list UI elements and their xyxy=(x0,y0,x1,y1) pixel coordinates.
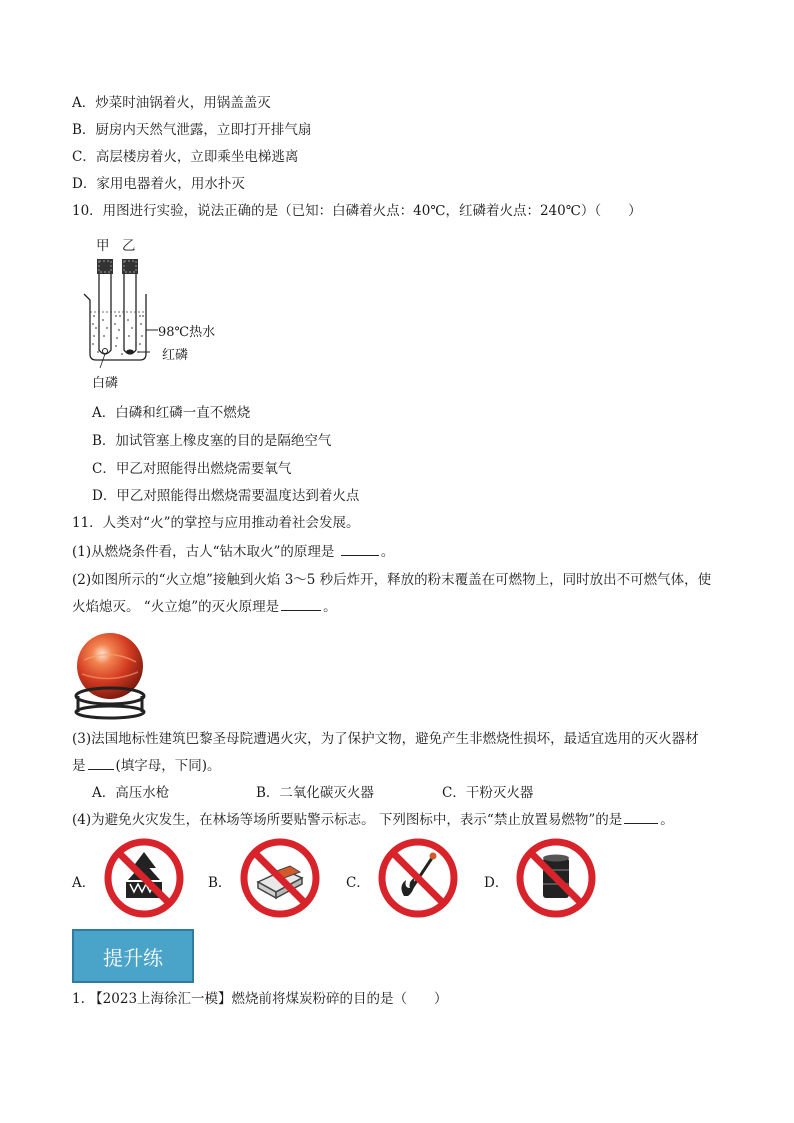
section-badge: 提升练 xyxy=(72,929,194,983)
beaker-apparatus-diagram xyxy=(78,232,228,392)
sign-letter-d: D． xyxy=(484,875,509,891)
q11-part1-text: (1)从燃烧条件看，古人“钻木取火”的原理是 xyxy=(72,544,335,560)
next-question-stem: 1. 【2023上海徐汇一模】燃烧前将煤炭粉碎的目的是（ ） xyxy=(72,991,448,1007)
label-yi: 乙 xyxy=(122,238,136,254)
no-flammable-barrel-sign xyxy=(516,838,596,922)
q9-option-d: D．家用电器着火，用水扑灭 xyxy=(72,176,245,192)
q11-part3-line1: (3)法国地标性建筑巴黎圣母院遭遇火灾，为了保护文物，避免产生非燃烧性损坏，最适宜选用的灭火器材 xyxy=(72,731,699,747)
q10-option-a: A．白磷和红磷一直不燃烧 xyxy=(92,405,251,421)
label-red-phosphorus: 红磷 xyxy=(162,348,189,363)
q11-part3-text-b: (填字母，下同)。 xyxy=(115,758,221,774)
sign-letter-a: A． xyxy=(72,875,96,891)
answer-blank-3 xyxy=(88,757,114,770)
q10-option-d: D．甲乙对照能得出燃烧需要温度达到着火点 xyxy=(92,488,360,504)
q11-part3-option-b: B．二氧化碳灭火器 xyxy=(256,785,374,801)
beaker-svg xyxy=(78,232,228,392)
q10-option-b: B．加试管塞上橡皮塞的目的是隔绝空气 xyxy=(92,433,332,449)
fire-extinguisher-ball-image xyxy=(70,630,150,720)
no-burning-stacks-sign xyxy=(104,838,184,922)
q11-part2-line1: (2)如图所示的“火立熄”接触到火焰 3～5 秒后炸开，释放的粉末覆盖在可燃物上，同时放出不可燃气体，使 xyxy=(72,572,712,588)
no-open-flame-sign xyxy=(378,838,458,922)
q10-option-c: C．甲乙对照能得出燃烧需要氧气 xyxy=(92,461,292,477)
answer-blank-1 xyxy=(341,543,379,556)
q11-part3-text-a: 是 xyxy=(72,758,86,774)
q9-option-c: C．高层楼房着火，立即乘坐电梯逃离 xyxy=(72,149,299,165)
q11-part2-line2 xyxy=(72,598,337,616)
answer-blank-2 xyxy=(281,598,321,611)
no-matches-sign xyxy=(240,838,320,922)
q11-part2-text: 火焰熄灭。 “火立熄”的灭火原理是 xyxy=(72,599,280,615)
q11-part4-text: (4)为避免火灾发生，在林场等场所要贴警示标志。 下列图标中，表示“禁止放置易燃物”的是 xyxy=(72,812,623,828)
label-jia: 甲 xyxy=(96,238,110,254)
sign-letter-c: C． xyxy=(346,875,370,891)
prohibition-signs-row xyxy=(70,838,630,920)
q11-part4-end: 。 xyxy=(660,812,674,828)
sign-letter-b: B． xyxy=(208,875,232,891)
label-white-phosphorus: 白磷 xyxy=(92,376,119,391)
q11-part1 xyxy=(72,543,394,561)
q9-option-a: A．炒菜时油锅着火，用锅盖盖灭 xyxy=(72,95,271,111)
answer-blank-4 xyxy=(624,811,658,824)
label-hot-water: 98℃热水 xyxy=(158,325,216,340)
q11-part2-end: 。 xyxy=(323,599,337,615)
q11-stem: 11．人类对“火”的掌控与应用推动着社会发展。 xyxy=(72,515,360,531)
q10-stem: 10．用图进行实验，说法正确的是（已知：白磷着火点：40℃，红磷着火点：240℃）（ ） xyxy=(72,203,642,219)
q11-part3-line2 xyxy=(72,757,221,775)
q9-option-b: B．厨房内天然气泄露，立即打开排气扇 xyxy=(72,122,312,138)
q11-part3-option-c: C．干粉灭火器 xyxy=(442,785,534,801)
q11-part1-end: 。 xyxy=(380,544,395,560)
q11-part4 xyxy=(72,811,674,829)
q11-part3-option-a: A．高压水枪 xyxy=(92,785,170,801)
